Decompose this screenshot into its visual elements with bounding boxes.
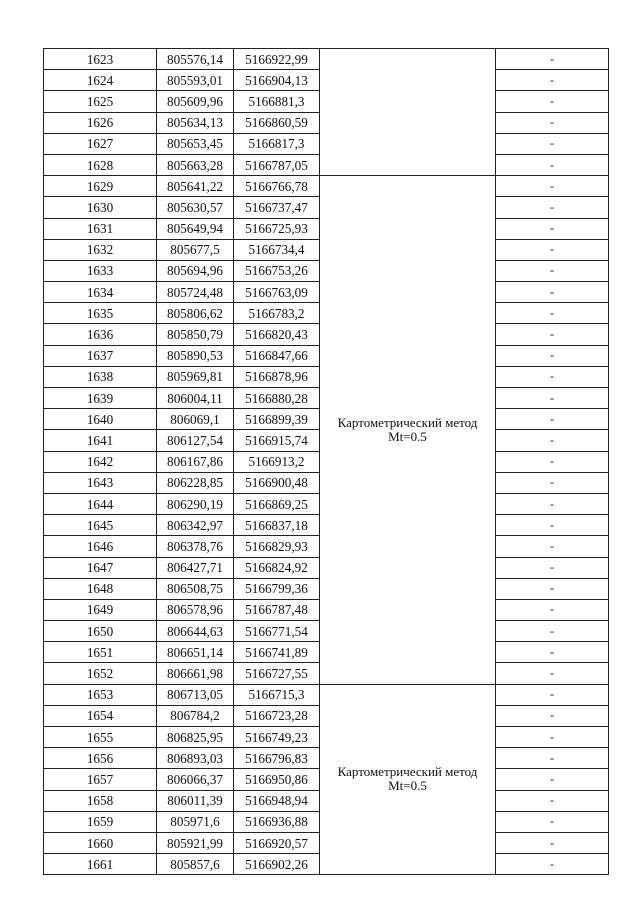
point-number-cell: 1630 [44, 197, 157, 218]
x-coordinate-cell: 805630,57 [157, 197, 234, 218]
error-cell: - [496, 493, 609, 514]
y-coordinate-cell: 5166902,26 [234, 854, 320, 875]
x-coordinate-cell: 806644,63 [157, 621, 234, 642]
x-coordinate-cell: 805653,45 [157, 133, 234, 154]
x-coordinate-cell: 805971,6 [157, 811, 234, 832]
error-cell: - [496, 282, 609, 303]
y-coordinate-cell: 5166715,3 [234, 684, 320, 705]
y-coordinate-cell: 5166922,99 [234, 49, 320, 70]
point-number-cell: 1640 [44, 409, 157, 430]
y-coordinate-cell: 5166727,55 [234, 663, 320, 684]
error-cell: - [496, 769, 609, 790]
error-cell: - [496, 303, 609, 324]
point-number-cell: 1655 [44, 727, 157, 748]
error-cell: - [496, 663, 609, 684]
error-cell: - [496, 811, 609, 832]
x-coordinate-cell: 805857,6 [157, 854, 234, 875]
error-cell: - [496, 112, 609, 133]
x-coordinate-cell: 806651,14 [157, 642, 234, 663]
point-number-cell: 1623 [44, 49, 157, 70]
x-coordinate-cell: 805609,96 [157, 91, 234, 112]
error-cell: - [496, 515, 609, 536]
y-coordinate-cell: 5166878,96 [234, 366, 320, 387]
point-number-cell: 1624 [44, 70, 157, 91]
point-number-cell: 1635 [44, 303, 157, 324]
error-cell: - [496, 49, 609, 70]
x-coordinate-cell: 805806,62 [157, 303, 234, 324]
point-number-cell: 1653 [44, 684, 157, 705]
error-cell: - [496, 536, 609, 557]
error-cell: - [496, 748, 609, 769]
error-cell: - [496, 557, 609, 578]
point-number-cell: 1631 [44, 218, 157, 239]
y-coordinate-cell: 5166829,93 [234, 536, 320, 557]
x-coordinate-cell: 806713,05 [157, 684, 234, 705]
point-number-cell: 1641 [44, 430, 157, 451]
x-coordinate-cell: 806427,71 [157, 557, 234, 578]
x-coordinate-cell: 806378,76 [157, 536, 234, 557]
y-coordinate-cell: 5166796,83 [234, 748, 320, 769]
x-coordinate-cell: 806825,95 [157, 727, 234, 748]
x-coordinate-cell: 806066,37 [157, 769, 234, 790]
point-number-cell: 1627 [44, 133, 157, 154]
x-coordinate-cell: 805641,22 [157, 176, 234, 197]
error-cell: - [496, 790, 609, 811]
x-coordinate-cell: 805724,48 [157, 282, 234, 303]
y-coordinate-cell: 5166915,74 [234, 430, 320, 451]
x-coordinate-cell: 805649,94 [157, 218, 234, 239]
error-cell: - [496, 409, 609, 430]
y-coordinate-cell: 5166948,94 [234, 790, 320, 811]
y-coordinate-cell: 5166817,3 [234, 133, 320, 154]
point-number-cell: 1636 [44, 324, 157, 345]
point-number-cell: 1625 [44, 91, 157, 112]
x-coordinate-cell: 805677,5 [157, 239, 234, 260]
y-coordinate-cell: 5166847,66 [234, 345, 320, 366]
y-coordinate-cell: 5166824,92 [234, 557, 320, 578]
error-cell: - [496, 578, 609, 599]
error-cell: - [496, 472, 609, 493]
method-cell: Картометрический метод Mt=0.5 [320, 176, 496, 685]
point-number-cell: 1645 [44, 515, 157, 536]
x-coordinate-cell: 805921,99 [157, 832, 234, 853]
x-coordinate-cell: 805663,28 [157, 154, 234, 175]
error-cell: - [496, 599, 609, 620]
x-coordinate-cell: 806127,54 [157, 430, 234, 451]
point-number-cell: 1659 [44, 811, 157, 832]
x-coordinate-cell: 806578,96 [157, 599, 234, 620]
error-cell: - [496, 388, 609, 409]
error-cell: - [496, 854, 609, 875]
y-coordinate-cell: 5166881,3 [234, 91, 320, 112]
y-coordinate-cell: 5166950,86 [234, 769, 320, 790]
y-coordinate-cell: 5166820,43 [234, 324, 320, 345]
y-coordinate-cell: 5166723,28 [234, 705, 320, 726]
point-number-cell: 1658 [44, 790, 157, 811]
y-coordinate-cell: 5166737,47 [234, 197, 320, 218]
y-coordinate-cell: 5166799,36 [234, 578, 320, 599]
x-coordinate-cell: 806228,85 [157, 472, 234, 493]
error-cell: - [496, 621, 609, 642]
point-number-cell: 1637 [44, 345, 157, 366]
error-cell: - [496, 451, 609, 472]
point-number-cell: 1634 [44, 282, 157, 303]
x-coordinate-cell: 806290,19 [157, 493, 234, 514]
y-coordinate-cell: 5166741,89 [234, 642, 320, 663]
y-coordinate-cell: 5166725,93 [234, 218, 320, 239]
error-cell: - [496, 197, 609, 218]
error-cell: - [496, 430, 609, 451]
error-cell: - [496, 218, 609, 239]
point-number-cell: 1633 [44, 260, 157, 281]
error-cell: - [496, 176, 609, 197]
y-coordinate-cell: 5166904,13 [234, 70, 320, 91]
point-number-cell: 1632 [44, 239, 157, 260]
point-number-cell: 1652 [44, 663, 157, 684]
y-coordinate-cell: 5166837,18 [234, 515, 320, 536]
x-coordinate-cell: 806893,03 [157, 748, 234, 769]
y-coordinate-cell: 5166899,39 [234, 409, 320, 430]
y-coordinate-cell: 5166936,88 [234, 811, 320, 832]
x-coordinate-cell: 806342,97 [157, 515, 234, 536]
y-coordinate-cell: 5166869,25 [234, 493, 320, 514]
point-number-cell: 1626 [44, 112, 157, 133]
y-coordinate-cell: 5166787,48 [234, 599, 320, 620]
point-number-cell: 1646 [44, 536, 157, 557]
table-row [44, 684, 609, 705]
x-coordinate-cell: 806784,2 [157, 705, 234, 726]
point-number-cell: 1642 [44, 451, 157, 472]
y-coordinate-cell: 5166880,28 [234, 388, 320, 409]
point-number-cell: 1628 [44, 154, 157, 175]
point-number-cell: 1654 [44, 705, 157, 726]
y-coordinate-cell: 5166913,2 [234, 451, 320, 472]
y-coordinate-cell: 5166860,59 [234, 112, 320, 133]
method-cell: Картометрический метод Mt=0.5 [320, 684, 496, 875]
x-coordinate-cell: 805890,53 [157, 345, 234, 366]
x-coordinate-cell: 805969,81 [157, 366, 234, 387]
point-number-cell: 1661 [44, 854, 157, 875]
y-coordinate-cell: 5166753,26 [234, 260, 320, 281]
method-cell [320, 49, 496, 176]
x-coordinate-cell: 806011,39 [157, 790, 234, 811]
error-cell: - [496, 642, 609, 663]
point-number-cell: 1650 [44, 621, 157, 642]
point-number-cell: 1629 [44, 176, 157, 197]
point-number-cell: 1638 [44, 366, 157, 387]
table-row [44, 49, 609, 70]
y-coordinate-cell: 5166749,23 [234, 727, 320, 748]
y-coordinate-cell: 5166900,48 [234, 472, 320, 493]
error-cell: - [496, 70, 609, 91]
error-cell: - [496, 705, 609, 726]
x-coordinate-cell: 806069,1 [157, 409, 234, 430]
table-row [44, 176, 609, 197]
error-cell: - [496, 345, 609, 366]
point-number-cell: 1648 [44, 578, 157, 599]
y-coordinate-cell: 5166734,4 [234, 239, 320, 260]
error-cell: - [496, 133, 609, 154]
error-cell: - [496, 324, 609, 345]
y-coordinate-cell: 5166766,78 [234, 176, 320, 197]
point-number-cell: 1660 [44, 832, 157, 853]
point-number-cell: 1657 [44, 769, 157, 790]
error-cell: - [496, 239, 609, 260]
x-coordinate-cell: 805576,14 [157, 49, 234, 70]
error-cell: - [496, 832, 609, 853]
error-cell: - [496, 684, 609, 705]
coordinates-table [43, 48, 609, 875]
x-coordinate-cell: 805694,96 [157, 260, 234, 281]
point-number-cell: 1639 [44, 388, 157, 409]
coordinates-table-body [44, 49, 609, 875]
error-cell: - [496, 366, 609, 387]
y-coordinate-cell: 5166787,05 [234, 154, 320, 175]
x-coordinate-cell: 806508,75 [157, 578, 234, 599]
error-cell: - [496, 91, 609, 112]
point-number-cell: 1647 [44, 557, 157, 578]
y-coordinate-cell: 5166783,2 [234, 303, 320, 324]
point-number-cell: 1643 [44, 472, 157, 493]
error-cell: - [496, 727, 609, 748]
x-coordinate-cell: 805593,01 [157, 70, 234, 91]
y-coordinate-cell: 5166763,09 [234, 282, 320, 303]
point-number-cell: 1649 [44, 599, 157, 620]
point-number-cell: 1651 [44, 642, 157, 663]
error-cell: - [496, 154, 609, 175]
x-coordinate-cell: 806004,11 [157, 388, 234, 409]
x-coordinate-cell: 805850,79 [157, 324, 234, 345]
x-coordinate-cell: 806167,86 [157, 451, 234, 472]
point-number-cell: 1644 [44, 493, 157, 514]
point-number-cell: 1656 [44, 748, 157, 769]
x-coordinate-cell: 806661,98 [157, 663, 234, 684]
y-coordinate-cell: 5166771,54 [234, 621, 320, 642]
x-coordinate-cell: 805634,13 [157, 112, 234, 133]
y-coordinate-cell: 5166920,57 [234, 832, 320, 853]
error-cell: - [496, 260, 609, 281]
